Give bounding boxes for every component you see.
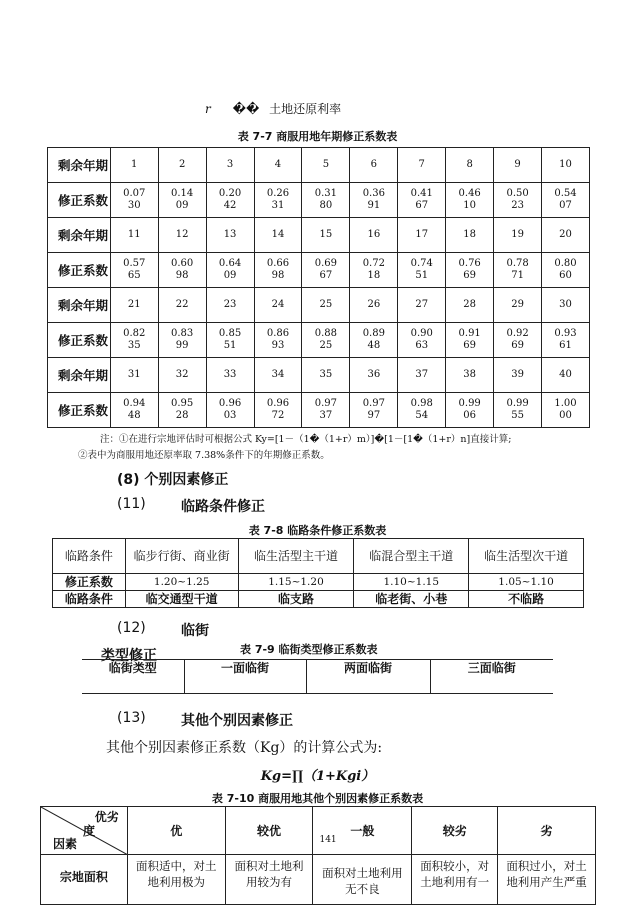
table77-cell: 16 <box>350 218 398 253</box>
table77-cell: 0.91 69 <box>446 323 494 358</box>
table77-cell: 1 <box>110 148 158 183</box>
table77-cell: 0.96 72 <box>254 393 302 428</box>
section-12-number: (12) <box>117 620 146 636</box>
table710-row-area <box>41 855 596 905</box>
table77-cell: 0.46 10 <box>446 183 494 218</box>
table77-years-row <box>48 358 590 393</box>
t710-c2: 面积对土地利用较为有 <box>225 855 313 905</box>
table77-cell: 19 <box>494 218 542 253</box>
t710-c3: 面积对土地利用无不良 <box>313 855 412 905</box>
table77-cell: 0.90 63 <box>398 323 446 358</box>
table77-cell: 28 <box>446 288 494 323</box>
table77-cell: 0.54 07 <box>542 183 590 218</box>
t78-r2-c1: 修正系数 <box>53 574 126 591</box>
t78-r3-c2: 临交通型干道 <box>125 591 238 608</box>
table77-cell: 1.00 00 <box>542 393 590 428</box>
corner-mid: 度 <box>83 824 96 838</box>
table710-header-row <box>41 807 596 855</box>
table710-caption: 表 7-10 商服用地其他个别因素修正系数表 <box>211 792 424 805</box>
table77-cell: 0.78 71 <box>494 253 542 288</box>
section-12-title-cont: 类型修正 <box>101 648 157 664</box>
table77-coef-row <box>48 323 590 358</box>
t710-row-label: 宗地面积 <box>41 855 128 905</box>
table77-coef-row <box>48 253 590 288</box>
table710 <box>40 806 596 905</box>
section-13-number: (13) <box>117 710 146 726</box>
table77-cell: 0.92 69 <box>494 323 542 358</box>
table77-cell: 39 <box>494 358 542 393</box>
table77-cell: 9 <box>494 148 542 183</box>
table77-cell: 25 <box>302 288 350 323</box>
t78-r2-c4: 1.10~1.15 <box>354 574 469 591</box>
table77-cell: 21 <box>110 288 158 323</box>
table77-row-label: 修正系数 <box>48 393 111 428</box>
table77-row-label: 剩余年期 <box>48 148 111 183</box>
table77-cell: 40 <box>542 358 590 393</box>
table77-cell: 35 <box>302 358 350 393</box>
table77-cell: 31 <box>110 358 158 393</box>
table77-cell: 0.89 48 <box>350 323 398 358</box>
table77-cell: 37 <box>398 358 446 393</box>
t78-r2-c3: 1.15~1.20 <box>238 574 354 591</box>
t710-c5: 面积过小，对土地利用产生严重 <box>498 855 596 905</box>
table77-cell: 0.57 65 <box>110 253 158 288</box>
table77-note1: 注：①在进行宗地评估时可根据公式 Ky=[1－（1�（1+r）m）]�[1－[1�（1+r）n]直接计算; <box>100 434 512 445</box>
table77-cell: 0.36 91 <box>350 183 398 218</box>
table77-cell: 0.99 55 <box>494 393 542 428</box>
table77-cell: 0.07 30 <box>110 183 158 218</box>
table77-cell: 13 <box>206 218 254 253</box>
table77-cell: 0.83 99 <box>158 323 206 358</box>
t78-r3-c5: 不临路 <box>469 591 584 608</box>
paragraph-kg: 其他个别因素修正系数（Kg）的计算公式为: <box>106 740 383 756</box>
table77-cell: 22 <box>158 288 206 323</box>
table77-years-row <box>48 288 590 323</box>
t710-h-5: 劣 <box>498 807 596 855</box>
section-8-heading: (8) 个别因素修正 <box>117 472 229 488</box>
t710-h-2: 较优 <box>225 807 313 855</box>
table77-cell: 0.14 09 <box>158 183 206 218</box>
table77-cell: 34 <box>254 358 302 393</box>
table77-years-row <box>48 148 590 183</box>
t710-h-3-label: 一般 <box>350 823 375 838</box>
t79-c1: 临街类型 <box>82 660 184 694</box>
t78-r3-c4: 临老街、小巷 <box>354 591 469 608</box>
table77-cell: 2 <box>158 148 206 183</box>
t78-r1-c1: 临路条件 <box>53 539 126 574</box>
table77-cell: 0.20 42 <box>206 183 254 218</box>
section-12-title: 临街 <box>181 623 209 639</box>
t78-r2-c2: 1.20~1.25 <box>125 574 238 591</box>
section-13-title: 其他个别因素修正 <box>181 713 293 729</box>
table77-row-label: 修正系数 <box>48 323 111 358</box>
var-desc: 土地还原利率 <box>269 102 342 116</box>
t78-r2-c5: 1.05~1.10 <box>469 574 584 591</box>
t78-r1-c4: 临混合型主干道 <box>354 539 469 574</box>
table77-cell: 0.80 60 <box>542 253 590 288</box>
table77-row-label: 剩余年期 <box>48 288 111 323</box>
table77-cell: 0.41 67 <box>398 183 446 218</box>
table77-cell: 0.64 09 <box>206 253 254 288</box>
table77-cell: 0.74 51 <box>398 253 446 288</box>
table77-caption: 表 7-7 商服用地年期修正系数表 <box>237 130 398 143</box>
table77-cell: 26 <box>350 288 398 323</box>
table77-cell: 0.95 28 <box>158 393 206 428</box>
table77-cell: 0.97 97 <box>350 393 398 428</box>
table78-caption: 表 7-8 临路条件修正系数表 <box>248 524 387 537</box>
table77-cell: 32 <box>158 358 206 393</box>
t79-c4: 三面临街 <box>430 660 553 694</box>
table77-cell: 5 <box>302 148 350 183</box>
table77-cell: 0.98 54 <box>398 393 446 428</box>
section-11-title: 临路条件修正 <box>181 499 265 515</box>
table77-cell: 24 <box>254 288 302 323</box>
corner-bottom: 因素 <box>53 837 78 851</box>
table77-cell: 23 <box>206 288 254 323</box>
table77-cell: 38 <box>446 358 494 393</box>
table77-cell: 8 <box>446 148 494 183</box>
table79 <box>82 659 553 694</box>
t78-r1-c5: 临生活型次干道 <box>469 539 584 574</box>
table77-cell: 0.76 69 <box>446 253 494 288</box>
table77-cell: 0.99 06 <box>446 393 494 428</box>
t710-h-1: 优 <box>127 807 225 855</box>
table77 <box>47 147 590 428</box>
table77-cell: 36 <box>350 358 398 393</box>
table77-note2: ②表中为商服用地还原率取 7.38%条件下的年期修正系数。 <box>78 450 330 461</box>
table77-cell: 10 <box>542 148 590 183</box>
table77-row-label: 修正系数 <box>48 183 111 218</box>
table77-cell: 33 <box>206 358 254 393</box>
table79-caption: 表 7-9 临街类型修正系数表 <box>240 643 378 656</box>
t79-c2: 一面临街 <box>184 660 306 694</box>
table78-row-conditions-2 <box>53 591 584 608</box>
table77-cell: 0.60 98 <box>158 253 206 288</box>
table77-cell: 0.93 61 <box>542 323 590 358</box>
table77-coef-row <box>48 183 590 218</box>
t710-h-4: 较劣 <box>412 807 498 855</box>
variable-line <box>205 100 341 117</box>
garbled-glyph: �� <box>232 102 260 116</box>
t710-c1: 面积适中，对土地利用极为 <box>127 855 225 905</box>
table77-cell: 17 <box>398 218 446 253</box>
t79-c3: 两面临街 <box>306 660 430 694</box>
t710-h-3 <box>313 807 412 855</box>
t78-r1-c3: 临生活型主干道 <box>238 539 354 574</box>
table77-cell: 0.96 03 <box>206 393 254 428</box>
table77-cell: 15 <box>302 218 350 253</box>
t78-r3-c3: 临支路 <box>238 591 354 608</box>
table77-cell: 0.97 37 <box>302 393 350 428</box>
table77-cell: 27 <box>398 288 446 323</box>
table78-row-conditions <box>53 539 584 574</box>
table77-years-row <box>48 218 590 253</box>
table77-row-label: 剩余年期 <box>48 358 111 393</box>
table77-cell: 0.31 80 <box>302 183 350 218</box>
table77-cell: 12 <box>158 218 206 253</box>
table77-cell: 6 <box>350 148 398 183</box>
table77-cell: 4 <box>254 148 302 183</box>
formula-kg: Kg=∏（1+Kgi） <box>260 769 375 784</box>
t78-r3-c1: 临路条件 <box>53 591 126 608</box>
table710-corner <box>41 807 128 855</box>
table78 <box>52 538 584 608</box>
corner-top: 优劣 <box>94 810 119 824</box>
table77-cell: 0.26 31 <box>254 183 302 218</box>
table77-cell: 29 <box>494 288 542 323</box>
table77-cell: 30 <box>542 288 590 323</box>
t710-c4: 面积较小，对土地利用有一 <box>412 855 498 905</box>
table79-row <box>82 660 553 694</box>
table77-cell: 20 <box>542 218 590 253</box>
t78-r1-c2: 临步行街、商业街 <box>125 539 238 574</box>
section-11-number: (11) <box>117 496 146 512</box>
table77-cell: 7 <box>398 148 446 183</box>
page-number: 141 <box>319 835 337 845</box>
table77-row-label: 剩余年期 <box>48 218 111 253</box>
table77-coef-row <box>48 393 590 428</box>
table77-cell: 0.82 35 <box>110 323 158 358</box>
table78-row-coefficients <box>53 574 584 591</box>
table77-cell: 14 <box>254 218 302 253</box>
table77-cell: 0.50 23 <box>494 183 542 218</box>
table77-cell: 11 <box>110 218 158 253</box>
table77-cell: 0.69 67 <box>302 253 350 288</box>
table77-cell: 18 <box>446 218 494 253</box>
table77-cell: 0.66 98 <box>254 253 302 288</box>
table77-cell: 0.86 93 <box>254 323 302 358</box>
var-symbol: r <box>205 102 211 116</box>
table77-row-label: 修正系数 <box>48 253 111 288</box>
table77-cell: 0.72 18 <box>350 253 398 288</box>
table77-cell: 0.94 48 <box>110 393 158 428</box>
table77-cell: 0.85 51 <box>206 323 254 358</box>
table77-cell: 0.88 25 <box>302 323 350 358</box>
table77-cell: 3 <box>206 148 254 183</box>
